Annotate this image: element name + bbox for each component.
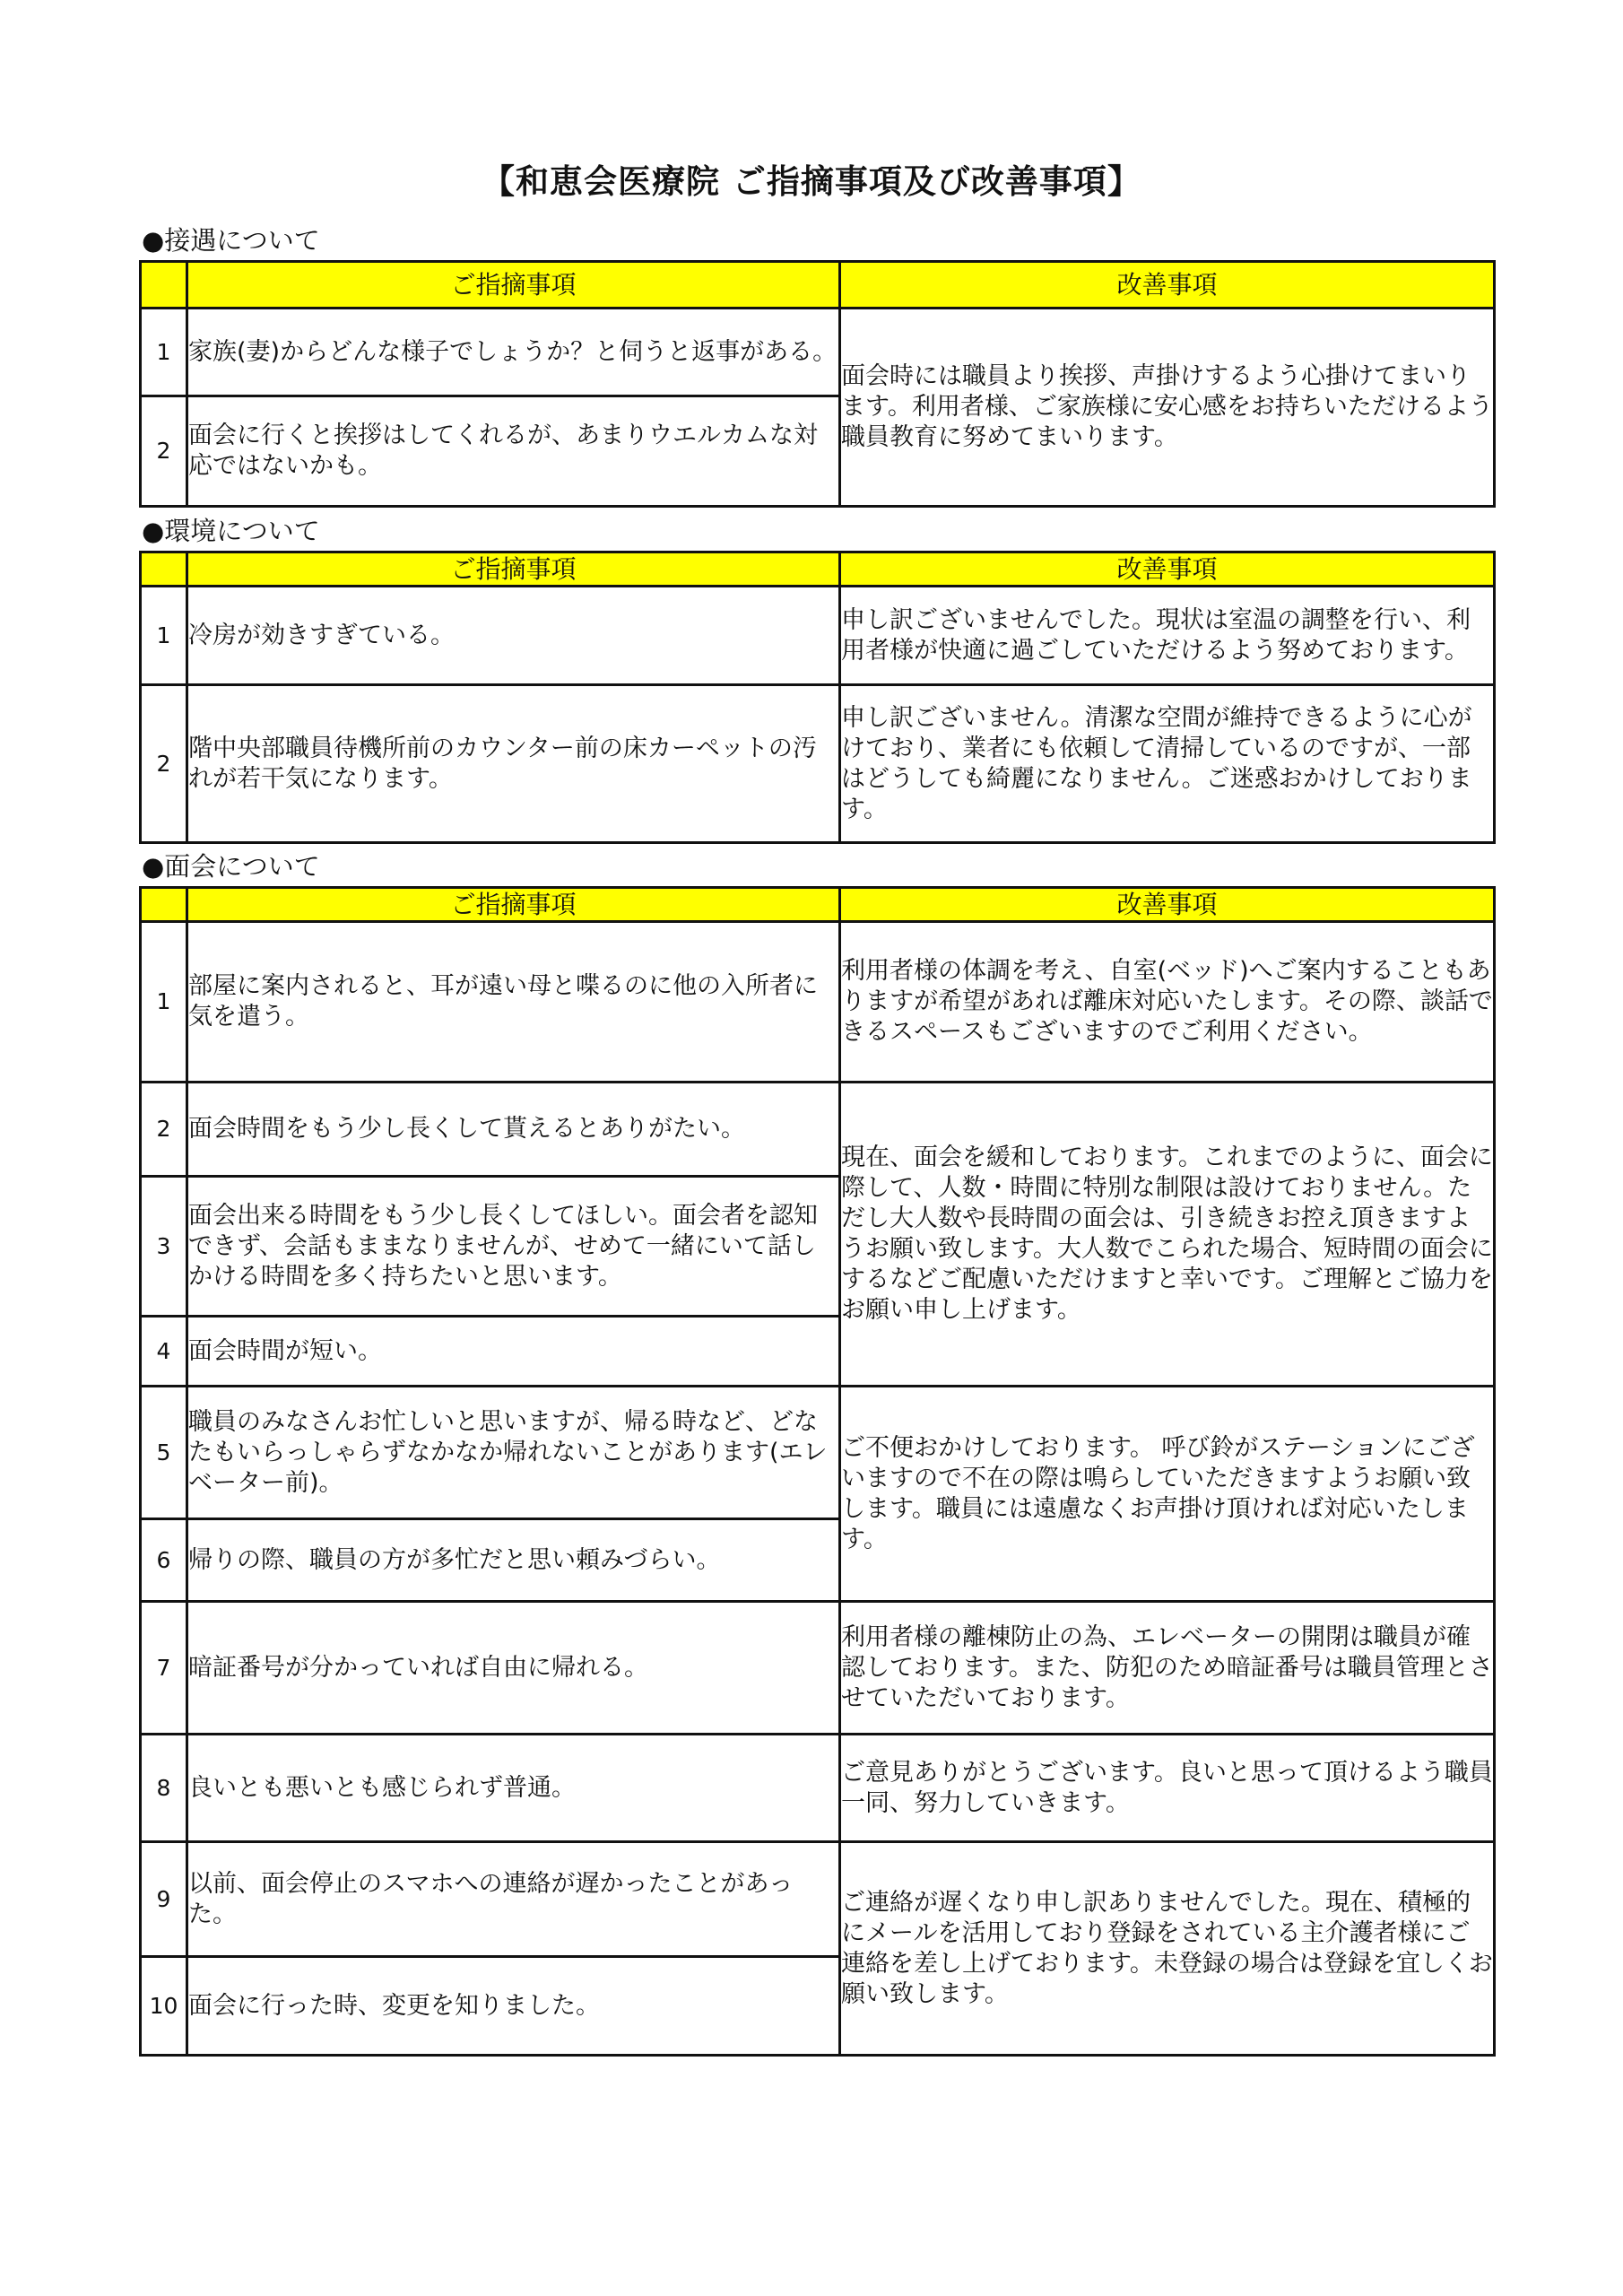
improvement-cell: 申し訳ございませんでした。現状は室温の調整を行い、利用者様が快適に過ごしていただけるよう努めております。 — [840, 587, 1495, 685]
table-row — [141, 1842, 1495, 1957]
row-number: 2 — [141, 685, 187, 843]
table-row — [141, 922, 1495, 1083]
row-number: 8 — [141, 1735, 187, 1842]
header-indication: ご指摘事項 — [187, 552, 840, 587]
table-row — [141, 1083, 1495, 1177]
indication-cell: 階中央部職員待機所前のカウンター前の床カーペットの汚れが若干気になります。 — [187, 685, 840, 843]
improvement-cell: 面会時には職員より挨拶、声掛けするよう心掛けてまいります。利用者様、ご家族様に安心感をお持ちいただけるよう職員教育に努めてまいります。 — [840, 309, 1495, 507]
row-number: 2 — [141, 1083, 187, 1177]
improvement-cell: ご不便おかけしております。 呼び鈴がステーションにございますので不在の際は鳴らしていただきますようお願い致します。職員には遠慮なくお声掛け頂ければ対応いたします。 — [840, 1387, 1495, 1602]
improvement-cell: 現在、面会を緩和しております。これまでのように、面会に際して、人数・時間に特別な制限は設けておりません。ただし大人数や長時間の面会は、引き続きお控え頂きますようお願い致します。大人数でこられた場合、短時間の面会にするなどご配慮いただけますと幸いです。ご理解とご協力をお願い申し上げます。 — [840, 1083, 1495, 1387]
table-header-row — [141, 888, 1495, 922]
row-number: 1 — [141, 922, 187, 1083]
header-improvement: 改善事項 — [840, 262, 1495, 309]
table-row — [141, 1735, 1495, 1842]
table-header-row — [141, 552, 1495, 587]
header-improvement: 改善事項 — [840, 552, 1495, 587]
section-label-environment: ●環境について — [142, 516, 320, 546]
indication-cell: 面会出来る時間をもう少し長くしてほしい。面会者を認知できず、会話もままなりませんが、せめて一緒にいて話しかける時間を多く持ちたいと思います。 — [187, 1177, 840, 1317]
indication-cell: 暗証番号が分かっていれば自由に帰れる。 — [187, 1602, 840, 1735]
row-number: 4 — [141, 1317, 187, 1387]
row-number: 1 — [141, 587, 187, 685]
indication-cell: 面会に行った時、変更を知りました。 — [187, 1957, 840, 2056]
header-indication: ご指摘事項 — [187, 262, 840, 309]
indication-cell: 家族(妻)からどんな様子でしょうか？と伺うと返事がある。 — [187, 309, 840, 396]
row-number: 5 — [141, 1387, 187, 1519]
row-number: 2 — [141, 396, 187, 507]
header-indication: ご指摘事項 — [187, 888, 840, 922]
page-title: 【和恵会医療院 ご指摘事項及び改善事項】 — [482, 162, 1141, 201]
table-row — [141, 1387, 1495, 1519]
row-number: 1 — [141, 309, 187, 396]
table-row — [141, 587, 1495, 685]
table-row — [141, 309, 1495, 396]
section-label-visitation: ●面会について — [142, 851, 320, 882]
row-number: 9 — [141, 1842, 187, 1957]
table-row — [141, 685, 1495, 843]
improvement-cell: ご連絡が遅くなり申し訳ありませんでした。現在、積極的にメールを活用しており登録をされている主介護者様にご連絡を差し上げております。未登録の場合は登録を宜しくお願い致します。 — [840, 1842, 1495, 2056]
row-number: 7 — [141, 1602, 187, 1735]
header-index — [141, 552, 187, 587]
row-number: 6 — [141, 1519, 187, 1602]
header-index — [141, 888, 187, 922]
indication-cell: 以前、面会停止のスマホへの連絡が遅かったことがあった。 — [187, 1842, 840, 1957]
improvement-cell: ご意見ありがとうございます。良いと思って頂けるよう職員一同、努力していきます。 — [840, 1735, 1495, 1842]
header-improvement: 改善事項 — [840, 888, 1495, 922]
table-row — [141, 1602, 1495, 1735]
indication-cell: 面会時間をもう少し長くして貰えるとありがたい。 — [187, 1083, 840, 1177]
section-label-service: ●接遇について — [142, 225, 320, 256]
indication-cell: 職員のみなさんお忙しいと思いますが、帰る時など、どなたもいらっしゃらずなかなか帰れないことがあります(エレベーター前)。 — [187, 1387, 840, 1519]
row-number: 3 — [141, 1177, 187, 1317]
indication-cell: 面会に行くと挨拶はしてくれるが、あまりウエルカムな対応ではないかも。 — [187, 396, 840, 507]
indication-cell: 帰りの際、職員の方が多忙だと思い頼みづらい。 — [187, 1519, 840, 1602]
improvement-cell: 申し訳ございません。清潔な空間が維持できるように心がけており、業者にも依頼して清掃しているのですが、一部はどうしても綺麗になりません。ご迷惑おかけしております。 — [840, 685, 1495, 843]
service-table — [139, 260, 1496, 508]
indication-cell: 冷房が効きすぎている。 — [187, 587, 840, 685]
environment-table — [139, 551, 1496, 844]
row-number: 10 — [141, 1957, 187, 2056]
indication-cell: 部屋に案内されると、耳が遠い母と喋るのに他の入所者に気を遣う。 — [187, 922, 840, 1083]
header-index — [141, 262, 187, 309]
table-header-row — [141, 262, 1495, 309]
indication-cell: 良いとも悪いとも感じられず普通。 — [187, 1735, 840, 1842]
indication-cell: 面会時間が短い。 — [187, 1317, 840, 1387]
improvement-cell: 利用者様の離棟防止の為、エレベーターの開閉は職員が確認しております。また、防犯のため暗証番号は職員管理とさせていただいております。 — [840, 1602, 1495, 1735]
visitation-table — [139, 886, 1496, 2057]
improvement-cell: 利用者様の体調を考え、自室(ベッド)へご案内することもありますが希望があれば離床対応いたします。その際、談話できるスペースもございますのでご利用ください。 — [840, 922, 1495, 1083]
